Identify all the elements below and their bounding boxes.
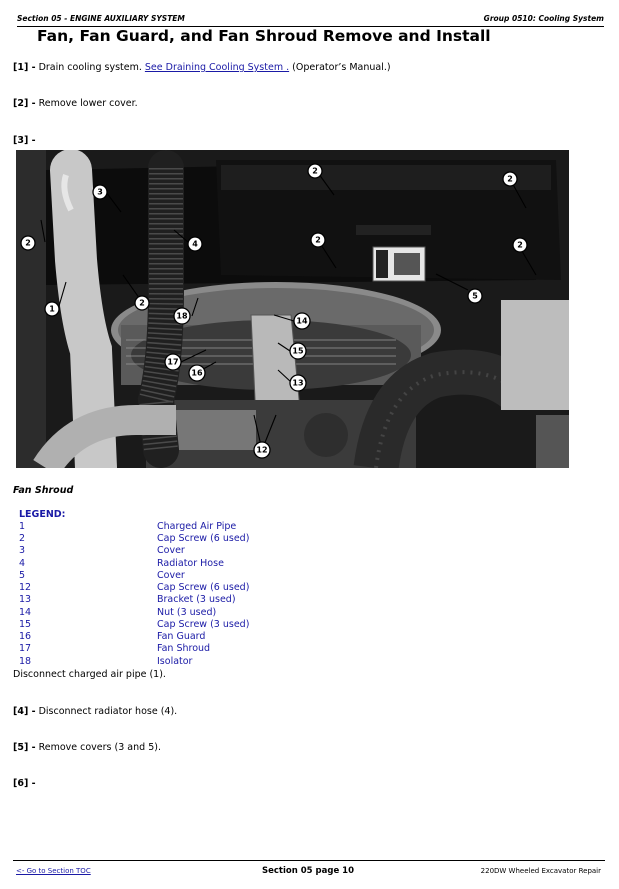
legend-number: 17 xyxy=(19,643,32,654)
step-number: [5] - xyxy=(13,742,36,753)
callout-1 xyxy=(45,302,59,316)
legend-title: LEGEND: xyxy=(19,509,66,520)
legend-number: 14 xyxy=(19,607,32,618)
legend-description: Fan Guard xyxy=(157,631,206,642)
draining-cooling-system-link[interactable]: See Draining Cooling System . xyxy=(144,62,290,73)
callout-14 xyxy=(294,313,310,329)
page-footer xyxy=(13,860,605,881)
page-number: Section 05 page 10 xyxy=(262,866,354,876)
svg-text:4: 4 xyxy=(192,239,198,249)
legend-item xyxy=(19,533,319,545)
step-number: [4] - xyxy=(13,706,36,717)
legend-description: Isolator xyxy=(157,656,193,667)
step-3 xyxy=(13,135,36,146)
callout-12 xyxy=(254,442,270,458)
svg-text:18: 18 xyxy=(176,311,188,321)
svg-text:12: 12 xyxy=(256,445,268,455)
step-text: Disconnect radiator hose (4). xyxy=(38,706,178,717)
callout-2 xyxy=(513,238,527,252)
callout-2 xyxy=(311,233,325,247)
svg-text:2: 2 xyxy=(315,235,321,245)
legend-number: 13 xyxy=(19,594,32,605)
legend-description: Cap Screw (6 used) xyxy=(157,582,250,593)
legend-item xyxy=(19,521,319,533)
svg-text:15: 15 xyxy=(292,346,304,356)
legend-description: Radiator Hose xyxy=(157,558,224,569)
legend-number: 2 xyxy=(19,533,26,544)
legend-description: Cap Screw (6 used) xyxy=(157,533,250,544)
callout-13 xyxy=(290,375,306,391)
legend-number: 16 xyxy=(19,631,32,642)
svg-text:5: 5 xyxy=(472,291,478,301)
legend-description: Fan Shroud xyxy=(157,643,211,654)
legend-description: Cover xyxy=(157,545,185,556)
manual-title: 220DW Wheeled Excavator Repair xyxy=(480,867,601,875)
figure-caption: Fan Shroud xyxy=(13,485,74,496)
header-group: Group 0510: Cooling System xyxy=(483,14,604,23)
svg-text:2: 2 xyxy=(139,298,145,308)
svg-text:2: 2 xyxy=(507,174,513,184)
step-6 xyxy=(13,778,36,789)
callout-3 xyxy=(93,185,107,199)
legend-item xyxy=(19,570,319,582)
legend-item xyxy=(19,607,319,619)
svg-text:17: 17 xyxy=(167,357,179,367)
svg-text:2: 2 xyxy=(517,240,523,250)
step-4 xyxy=(13,706,177,717)
callout-2 xyxy=(135,296,149,310)
svg-text:13: 13 xyxy=(292,378,304,388)
step-text: Drain cooling system. xyxy=(38,62,145,73)
svg-text:1: 1 xyxy=(49,304,55,314)
step-text-suffix: (Operator’s Manual.) xyxy=(289,62,391,73)
step-text: Remove covers (3 and 5). xyxy=(38,742,161,753)
section-toc-link[interactable]: <- Go to Section TOC xyxy=(16,867,91,875)
legend-followup-text: Disconnect charged air pipe (1). xyxy=(13,669,166,680)
callout-15 xyxy=(290,343,306,359)
svg-text:16: 16 xyxy=(191,368,203,378)
legend-description: Bracket (3 used) xyxy=(157,594,236,605)
legend-item xyxy=(19,594,319,606)
step-number: [1] - xyxy=(13,62,36,73)
svg-text:2: 2 xyxy=(312,166,318,176)
legend-item xyxy=(19,643,319,655)
step-5 xyxy=(13,742,161,753)
legend-description: Cover xyxy=(157,570,185,581)
callout-2 xyxy=(21,236,35,250)
legend-number: 15 xyxy=(19,619,32,630)
legend-number: 12 xyxy=(19,582,32,593)
legend-number: 1 xyxy=(19,521,26,532)
fan-shroud-photo xyxy=(16,150,569,468)
legend-item xyxy=(19,619,319,631)
legend-item xyxy=(19,582,319,594)
legend-item xyxy=(19,656,319,668)
legend-description: Charged Air Pipe xyxy=(157,521,237,532)
step-number: [2] - xyxy=(13,98,36,109)
legend-number: 4 xyxy=(19,558,26,569)
legend-number: 3 xyxy=(19,545,26,556)
legend-number: 5 xyxy=(19,570,26,581)
callout-17 xyxy=(165,354,181,370)
legend-description: Cap Screw (3 used) xyxy=(157,619,250,630)
svg-text:14: 14 xyxy=(296,316,308,326)
step-number: [3] - xyxy=(13,135,36,146)
callout-5 xyxy=(468,289,482,303)
step-1 xyxy=(13,62,391,73)
page-header xyxy=(17,12,604,27)
legend-number: 18 xyxy=(19,656,32,667)
legend-item xyxy=(19,631,319,643)
step-text: Remove lower cover. xyxy=(38,98,138,109)
legend-item xyxy=(19,545,319,557)
legend-description: Nut (3 used) xyxy=(157,607,217,618)
callout-2 xyxy=(308,164,322,178)
legend-item xyxy=(19,558,319,570)
svg-text:2: 2 xyxy=(25,238,31,248)
callout-2 xyxy=(503,172,517,186)
page-title: Fan, Fan Guard, and Fan Shroud Remove and Install xyxy=(37,27,491,45)
step-number: [6] - xyxy=(13,778,36,789)
callout-18 xyxy=(174,308,190,324)
callout-4 xyxy=(188,237,202,251)
header-section: Section 05 - ENGINE AUXILIARY SYSTEM xyxy=(17,14,185,23)
callout-16 xyxy=(189,365,205,381)
step-2 xyxy=(13,98,138,109)
svg-text:3: 3 xyxy=(97,187,103,197)
